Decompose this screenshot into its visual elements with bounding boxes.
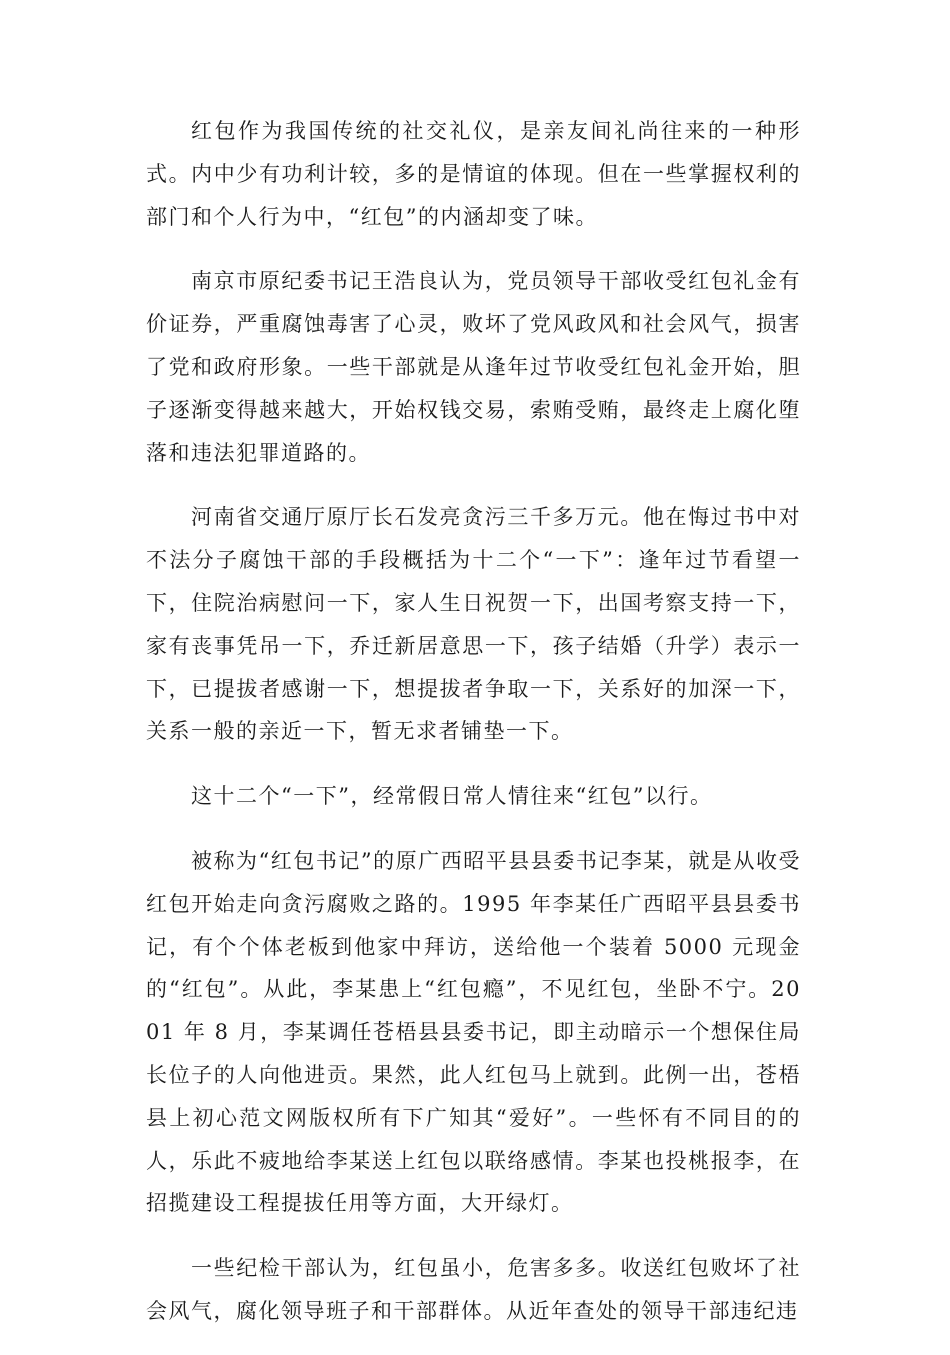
paragraph-5: 被称为“红包书记”的原广西昭平县县委书记李某，就是从收受红包开始走向贪污腐败之路的。1995 年李某任广西昭平县县委书记，有个个体老板到他家中拜访，送给他一个装着 5000 元现金的“红包”。从此，李某患上“红包瘾”，不见红包，坐卧不宁。2001 年 8 月，李某调任苍梧县县委书记，即主动暗示一个想保住局长位子的人向他进贡。果然，此人红包马上就到。此例一出，苍梧县上初心范文网版权所有下广知其“爱好”。一些怀有不同目的的人，乐此不疲地给李某送上红包以联络感情。李某也投桃报李，在招揽建设工程提拔任用等方面，大开绿灯。 — [146, 848, 801, 1216]
paragraph-6: 一些纪检干部认为，红包虽小，危害多多。收送红包败坏了社会风气，腐化领导班子和干部群体。从近年查处的领导干部违纪违 — [146, 1256, 801, 1323]
paragraph-4: 这十二个“一下”，经常假日常人情往来“红包”以行。 — [191, 784, 713, 809]
paragraph-3: 河南省交通厅原厅长石发亮贪污三千多万元。他在悔过书中对不法分子腐蚀干部的手段概括为十二个“一下”：逢年过节看望一下，住院治病慰问一下，家人生日祝贺一下，出国考察支持一下，家有丧事凭吊一下，乔迁新居意思一下，孩子结婚（升学）表示一下，已提拔者感谢一下，想提拔者争取一下，关系好的加深一下，关系一般的亲近一下，暂无求者铺垫一下。 — [146, 505, 801, 744]
document-body — [146, 110, 801, 1355]
paragraph-2: 南京市原纪委书记王浩良认为，党员领导干部收受红包礼金有价证券，严重腐蚀毒害了心灵，败坏了党风政风和社会风气，损害了党和政府形象。一些干部就是从逢年过节收受红包礼金开始，胆子逐渐变得越来越大，开始权钱交易，索贿受贿，最终走上腐化堕落和违法犯罪道路的。 — [146, 269, 801, 465]
paragraph-1: 红包作为我国传统的社交礼仪，是亲友间礼尚往来的一种形式。内中少有功利计较，多的是情谊的体现。但在一些掌握权利的部门和个人行为中，“红包”的内涵却变了味。 — [146, 119, 801, 229]
